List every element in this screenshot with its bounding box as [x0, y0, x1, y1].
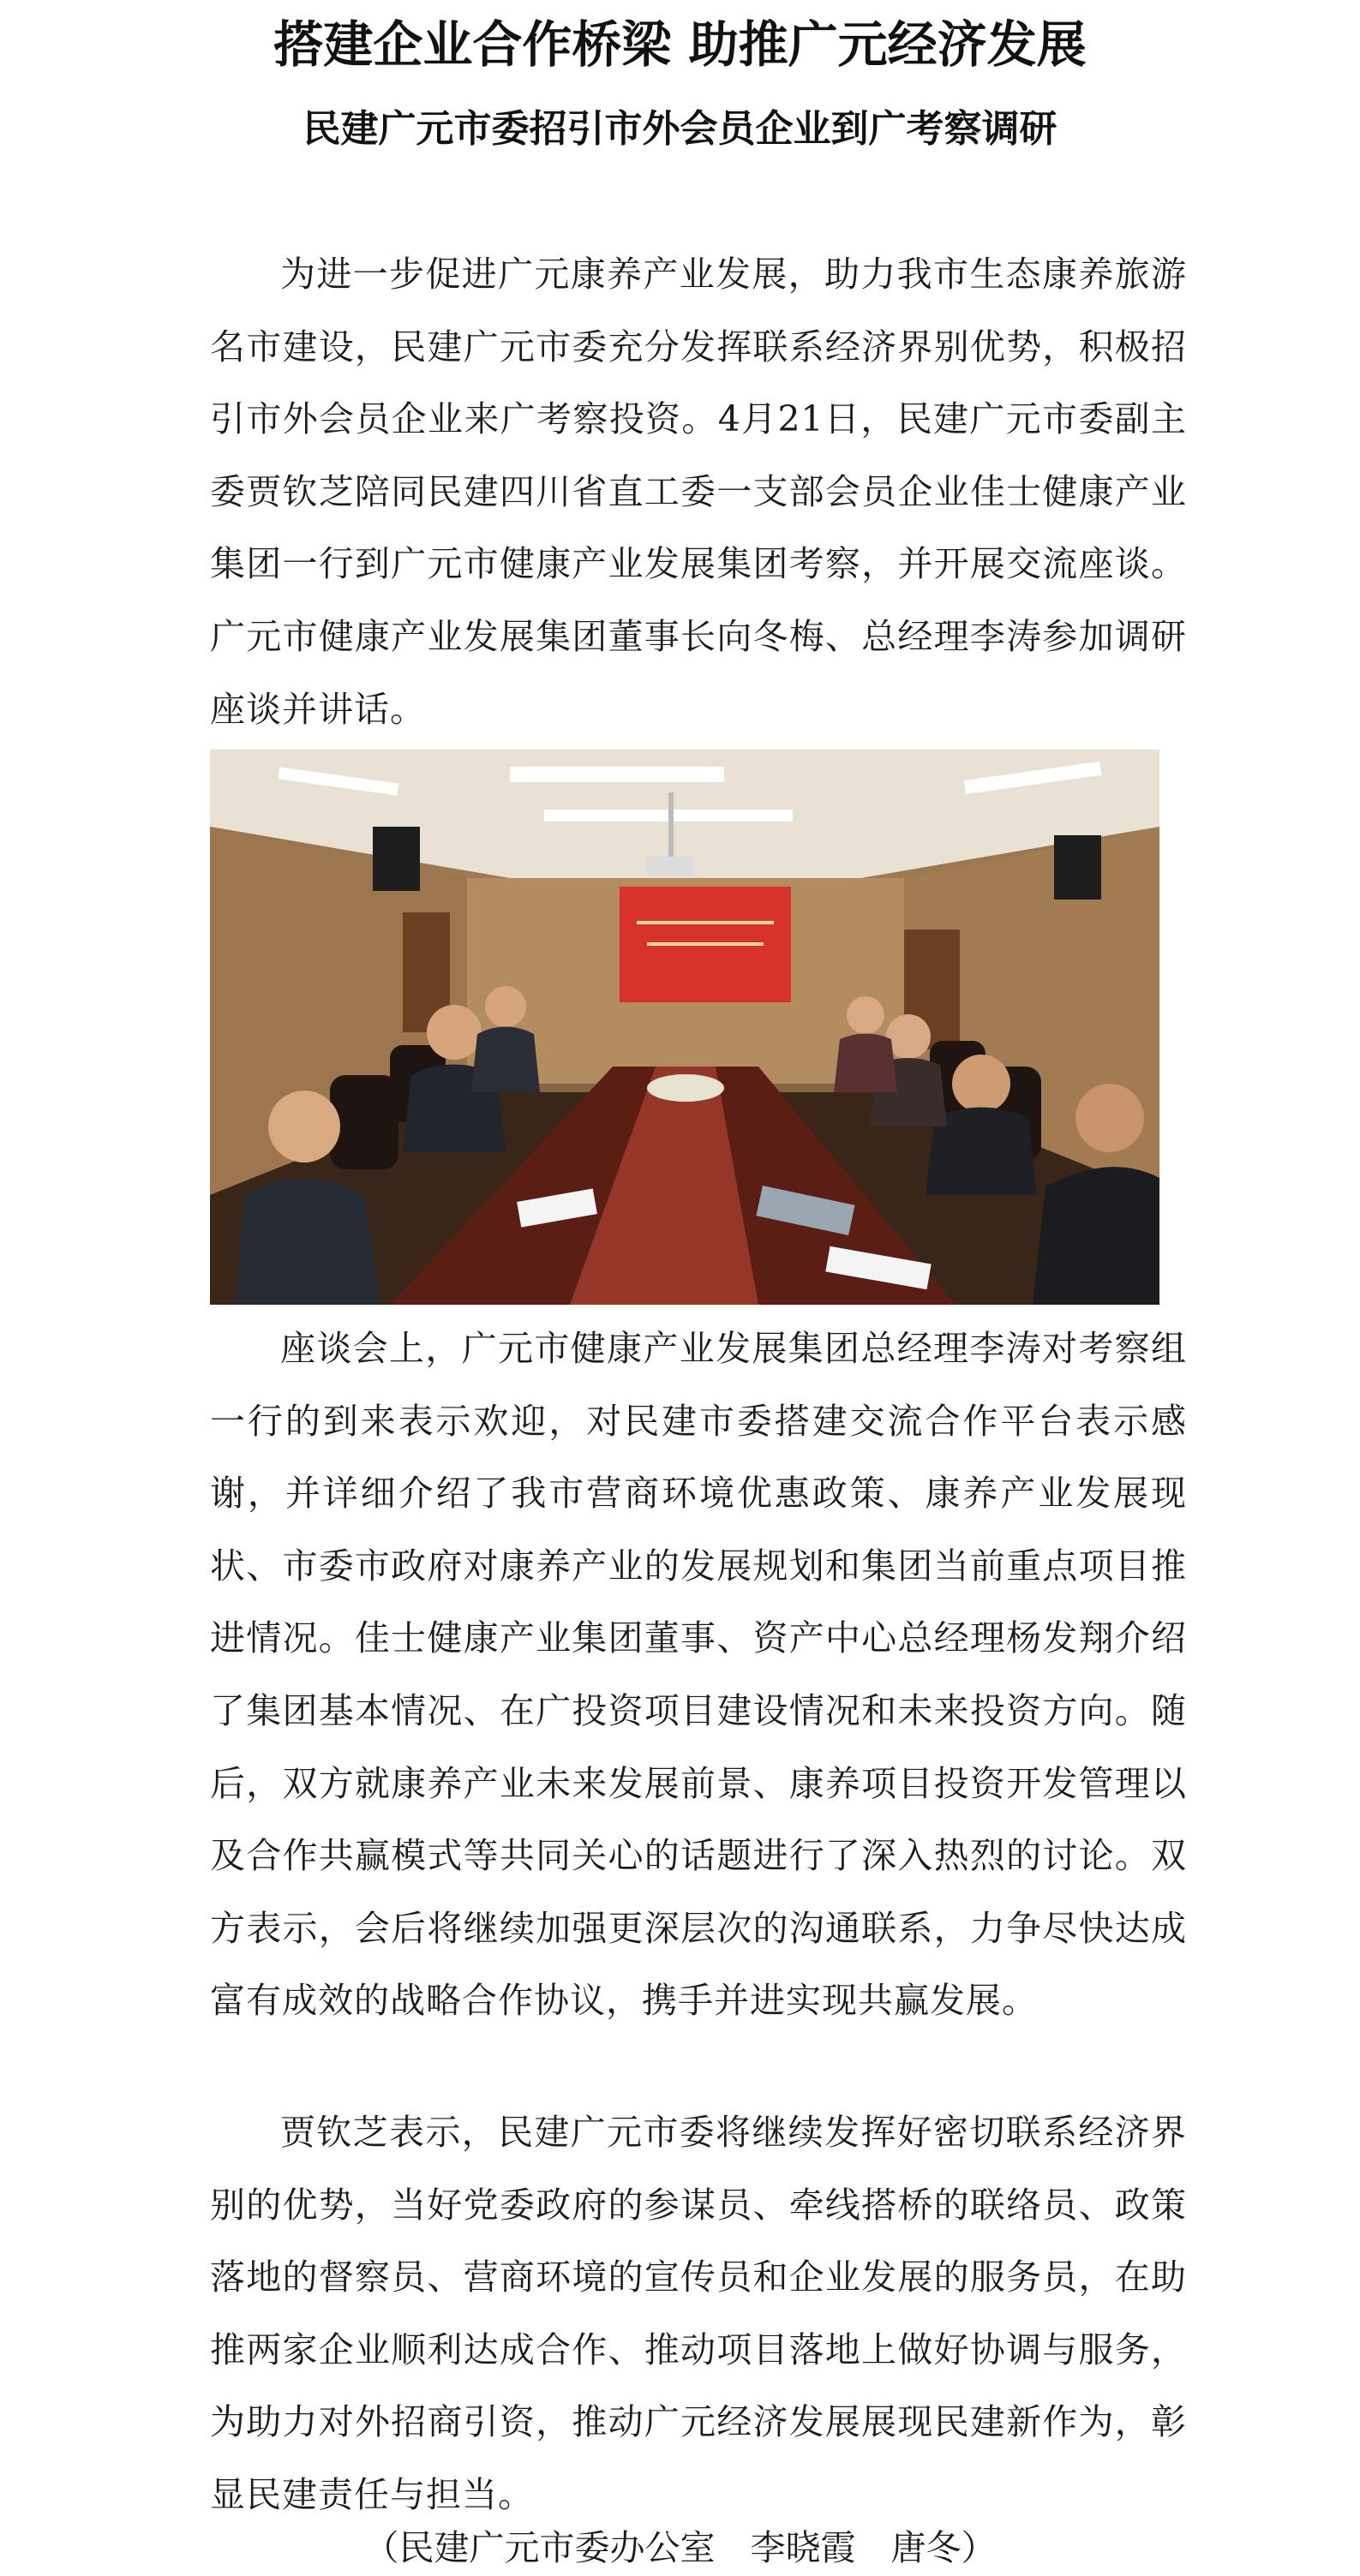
- speaker-right: [1054, 835, 1101, 900]
- ceiling-light: [510, 767, 724, 782]
- chair: [330, 1075, 398, 1169]
- person-body: [1033, 1167, 1159, 1305]
- person-head: [427, 1005, 482, 1060]
- projector-mount: [668, 792, 674, 861]
- paragraph-3: 贾钦芝表示，民建广元市委将继续发挥好密切联系经济界别的优势，当好党委政府的参谋员、牵线搭桥的联络员、政策落地的督察员、营商环境的宣传员和企业发展的服务员，在助推两家企业顺利达成合作、推动项目落地上做好协调与服务，为助力对外招商引资，推动广元经济发展展现民建新作为，彰显民建责任与担当。: [210, 2112, 1187, 2515]
- paragraph-1: 为进一步促进广元康养产业发展，助力我市生态康养旅游名市建设，民建广元市委充分发挥联系经济界别优势，积极招引市外会员企业来广考察投资。4月21日，民建广元市委副主委贾钦芝陪同民建四川省直工委一支部会员企业佳士健康产业集团一行到广元市健康产业发展集团考察，并开展交流座谈。广元市健康产业发展集团董事长向冬梅、总经理李涛参加调研座谈并讲话。: [210, 254, 1187, 730]
- person-head: [886, 1014, 931, 1059]
- table-flowers: [647, 1074, 724, 1102]
- person-head: [485, 986, 526, 1027]
- screen-text-line: [647, 942, 764, 946]
- byline: （民建广元市委办公室 李晓霞 唐冬）: [363, 2527, 997, 2568]
- speaker-left: [373, 827, 420, 891]
- person-head: [847, 996, 884, 1034]
- article-title: 搭建企业合作桥梁 助推广元经济发展: [273, 15, 1087, 74]
- person-head: [268, 1091, 340, 1162]
- person-body: [834, 1034, 897, 1093]
- person-body: [471, 1027, 540, 1093]
- person-head: [1075, 1084, 1144, 1152]
- screen-text-line: [637, 921, 774, 924]
- person-head: [952, 1055, 1010, 1113]
- article-subtitle: 民建广元市委招引市外会员企业到广考察调研: [303, 107, 1057, 151]
- meeting-room-illustration: [210, 750, 1159, 1305]
- meeting-photo: [210, 750, 1159, 1305]
- projector: [647, 857, 694, 876]
- person-body: [236, 1178, 381, 1305]
- paragraph-2: 座谈会上，广元市健康产业发展集团总经理李涛对考察组一行的到来表示欢迎，对民建市委搭建交流合作平台表示感谢，并详细介绍了我市营商环境优惠政策、康养产业发展现状、市委市政府对康养产业的发展规划和集团当前重点项目推进情况。佳士健康产业集团董事、资产中心总经理杨发翔介绍了集团基本情况、在广投资项目建设情况和未来投资方向。随后，双方就康养产业未来发展前景、康养项目投资开发管理以及合作共赢模式等共同关心的话题进行了深入热烈的讨论。双方表示，会后将继续加强更深层次的沟通联系，力争尽快达成富有成效的战略合作协议，携手并进实现共赢发展。: [210, 1328, 1187, 2022]
